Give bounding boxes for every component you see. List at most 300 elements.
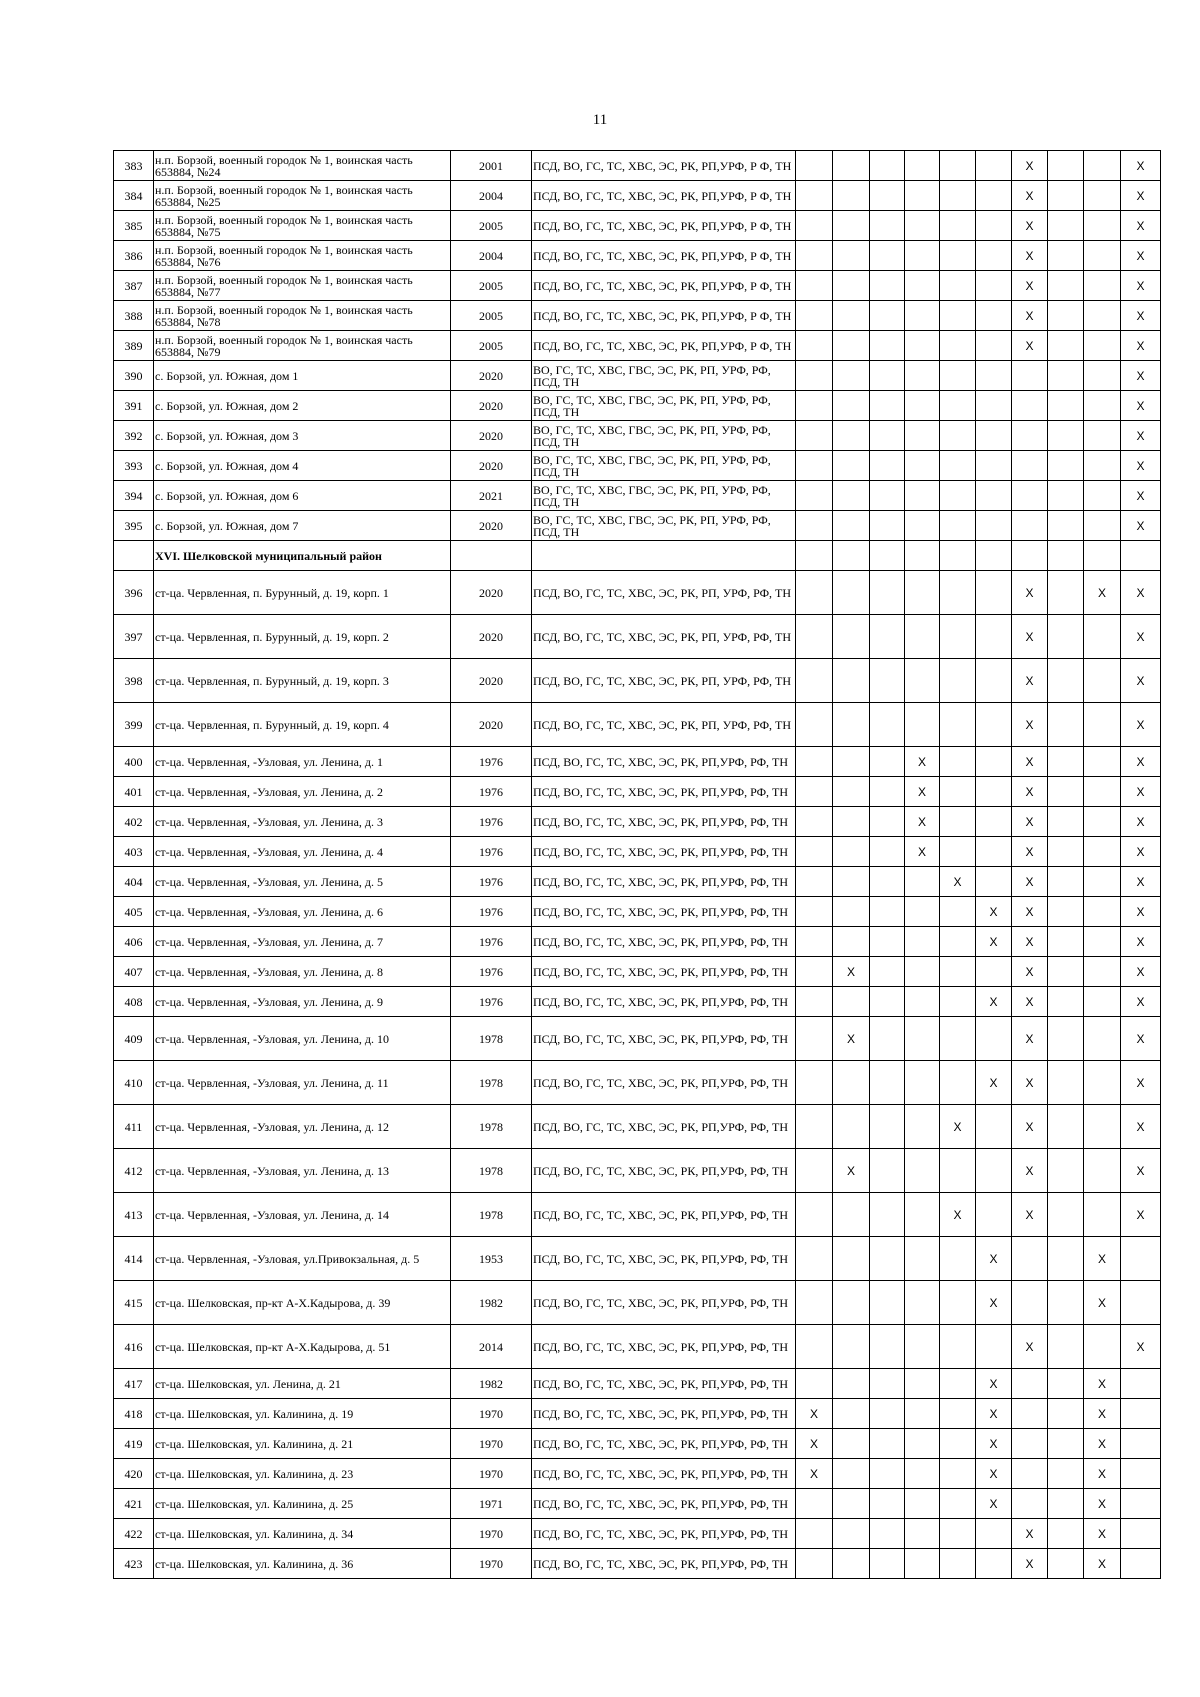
address-cell: ст-ца. Шелковская, ул. Калинина, д. 34 (154, 1519, 451, 1549)
year-cell: 2005 (451, 301, 532, 331)
year-cell: 2004 (451, 181, 532, 211)
mark-cell (940, 897, 976, 927)
table-row (114, 391, 1161, 421)
mark-cell: X (1121, 271, 1161, 301)
mark-cell: X (1121, 659, 1161, 703)
mark-cell (796, 1105, 833, 1149)
mark-cell (940, 957, 976, 987)
mark-cell (976, 241, 1012, 271)
address-cell: н.п. Борзой, военный городок № 1, воинская часть 653884, №25 (154, 181, 451, 211)
mark-cell: X (1012, 271, 1048, 301)
mark-cell: X (1012, 703, 1048, 747)
row-number: 398 (114, 659, 154, 703)
mark-cell (905, 1325, 940, 1369)
housing-register-table (113, 150, 1161, 1579)
mark-cell (976, 151, 1012, 181)
mark-cell: X (1012, 897, 1048, 927)
mark-cell (1084, 181, 1121, 211)
mark-cell: X (1121, 777, 1161, 807)
mark-cell (833, 1369, 870, 1399)
mark-cell (940, 747, 976, 777)
mark-cell (870, 541, 905, 571)
mark-cell: X (1121, 571, 1161, 615)
mark-cell (1048, 271, 1084, 301)
services-cell: ПСД, ВО, ГС, ТС, ХВС, ЭС, РК, РП,УРФ, Р Ф, ТН (532, 301, 796, 331)
mark-cell (976, 1193, 1012, 1237)
mark-cell (870, 481, 905, 511)
mark-cell: X (1012, 1325, 1048, 1369)
mark-cell (870, 867, 905, 897)
mark-cell (940, 181, 976, 211)
services-cell: ПСД, ВО, ГС, ТС, ХВС, ЭС, РК, РП, УРФ, РФ, ТН (532, 571, 796, 615)
address-cell: ст-ца. Червленная, -Узловая, ул. Ленина, д. 11 (154, 1061, 451, 1105)
mark-cell: X (1084, 1489, 1121, 1519)
mark-cell: X (976, 897, 1012, 927)
year-cell: 2020 (451, 659, 532, 703)
row-number: 404 (114, 867, 154, 897)
mark-cell (940, 1281, 976, 1325)
services-cell: ПСД, ВО, ГС, ТС, ХВС, ЭС, РК, РП,УРФ, РФ, ТН (532, 1369, 796, 1399)
mark-cell (833, 897, 870, 927)
table-row (114, 897, 1161, 927)
address-cell: н.п. Борзой, военный городок № 1, воинская часть 653884, №75 (154, 211, 451, 241)
mark-cell (905, 361, 940, 391)
table-row (114, 659, 1161, 703)
mark-cell (870, 211, 905, 241)
mark-cell (1048, 361, 1084, 391)
address-cell: ст-ца. Червленная, -Узловая, ул. Ленина, д. 12 (154, 1105, 451, 1149)
table-row (114, 1237, 1161, 1281)
address-cell: ст-ца. Червленная, п. Бурунный, д. 19, корп. 3 (154, 659, 451, 703)
address-cell: ст-ца. Шелковская, пр-кт А-Х.Кадырова, д. 39 (154, 1281, 451, 1325)
table-row (114, 1369, 1161, 1399)
services-cell: ПСД, ВО, ГС, ТС, ХВС, ЭС, РК, РП,УРФ, Р Ф, ТН (532, 271, 796, 301)
mark-cell (1012, 1369, 1048, 1399)
address-cell: ст-ца. Шелковская, ул. Калинина, д. 25 (154, 1489, 451, 1519)
mark-cell (833, 391, 870, 421)
mark-cell: X (976, 927, 1012, 957)
services-cell: ПСД, ВО, ГС, ТС, ХВС, ЭС, РК, РП,УРФ, РФ, ТН (532, 837, 796, 867)
mark-cell (796, 421, 833, 451)
table-row (114, 1429, 1161, 1459)
table-row (114, 451, 1161, 481)
mark-cell: X (1012, 1193, 1048, 1237)
mark-cell (1048, 301, 1084, 331)
mark-cell (940, 1459, 976, 1489)
mark-cell (940, 1519, 976, 1549)
mark-cell (870, 331, 905, 361)
mark-cell (870, 1399, 905, 1429)
mark-cell (833, 571, 870, 615)
mark-cell (870, 1061, 905, 1105)
mark-cell (976, 1325, 1012, 1369)
mark-cell (905, 211, 940, 241)
mark-cell (1012, 1281, 1048, 1325)
mark-cell (976, 703, 1012, 747)
mark-cell (796, 1149, 833, 1193)
mark-cell (1084, 511, 1121, 541)
mark-cell (905, 301, 940, 331)
mark-cell (1048, 659, 1084, 703)
mark-cell (833, 1399, 870, 1429)
services-cell: ПСД, ВО, ГС, ТС, ХВС, ЭС, РК, РП,УРФ, РФ, ТН (532, 1325, 796, 1369)
mark-cell (870, 1489, 905, 1519)
mark-cell (976, 301, 1012, 331)
mark-cell (1084, 807, 1121, 837)
mark-cell (976, 1149, 1012, 1193)
mark-cell (1084, 451, 1121, 481)
address-cell: ст-ца. Шелковская, ул. Калинина, д. 19 (154, 1399, 451, 1429)
mark-cell: X (1121, 867, 1161, 897)
mark-cell (1084, 837, 1121, 867)
section-header-row (114, 541, 1161, 571)
year-cell: 1976 (451, 987, 532, 1017)
row-number: 408 (114, 987, 154, 1017)
address-cell: ст-ца. Червленная, -Узловая, ул. Ленина, д. 2 (154, 777, 451, 807)
mark-cell (1048, 421, 1084, 451)
mark-cell: X (1084, 571, 1121, 615)
mark-cell (1012, 1489, 1048, 1519)
mark-cell (796, 211, 833, 241)
mark-cell (870, 451, 905, 481)
mark-cell: X (976, 1237, 1012, 1281)
mark-cell (796, 1325, 833, 1369)
mark-cell (940, 211, 976, 241)
mark-cell (833, 361, 870, 391)
mark-cell: X (1012, 241, 1048, 271)
mark-cell (870, 1149, 905, 1193)
year-cell: 2004 (451, 241, 532, 271)
mark-cell (1048, 181, 1084, 211)
mark-cell (833, 1549, 870, 1579)
mark-cell (1048, 1281, 1084, 1325)
table-row (114, 927, 1161, 957)
services-cell: ПСД, ВО, ГС, ТС, ХВС, ЭС, РК, РП, УРФ, РФ, ТН (532, 703, 796, 747)
mark-cell (1084, 867, 1121, 897)
year-cell: 1978 (451, 1017, 532, 1061)
year-cell: 1976 (451, 747, 532, 777)
mark-cell (940, 777, 976, 807)
mark-cell: X (1012, 1017, 1048, 1061)
mark-cell (976, 747, 1012, 777)
mark-cell (796, 361, 833, 391)
mark-cell (796, 331, 833, 361)
year-cell: 1976 (451, 807, 532, 837)
row-number: 400 (114, 747, 154, 777)
mark-cell (833, 987, 870, 1017)
mark-cell (1012, 361, 1048, 391)
mark-cell (870, 837, 905, 867)
row-number: 390 (114, 361, 154, 391)
table-row (114, 481, 1161, 511)
mark-cell (976, 1519, 1012, 1549)
services-cell: ВО, ГС, ТС, ХВС, ГВС, ЭС, РК, РП, УРФ, РФ, ПСД, ТН (532, 481, 796, 511)
services-cell: ПСД, ВО, ГС, ТС, ХВС, ЭС, РК, РП,УРФ, Р Ф, ТН (532, 211, 796, 241)
mark-cell: X (1121, 391, 1161, 421)
row-number: 412 (114, 1149, 154, 1193)
mark-cell (1121, 1237, 1161, 1281)
services-cell: ВО, ГС, ТС, ХВС, ГВС, ЭС, РК, РП, УРФ, РФ, ПСД, ТН (532, 451, 796, 481)
mark-cell (1012, 391, 1048, 421)
mark-cell (976, 777, 1012, 807)
mark-cell (1048, 897, 1084, 927)
mark-cell: X (976, 1369, 1012, 1399)
mark-cell (905, 391, 940, 421)
mark-cell (833, 211, 870, 241)
row-number: 385 (114, 211, 154, 241)
mark-cell (905, 1489, 940, 1519)
mark-cell (870, 777, 905, 807)
mark-cell (905, 1281, 940, 1325)
mark-cell: X (796, 1399, 833, 1429)
row-number: 420 (114, 1459, 154, 1489)
mark-cell (833, 1105, 870, 1149)
table-row (114, 511, 1161, 541)
mark-cell: X (1121, 957, 1161, 987)
mark-cell (976, 1549, 1012, 1579)
table-row (114, 1519, 1161, 1549)
mark-cell (1084, 987, 1121, 1017)
services-cell: ПСД, ВО, ГС, ТС, ХВС, ЭС, РК, РП,УРФ, РФ, ТН (532, 1193, 796, 1237)
mark-cell (833, 541, 870, 571)
mark-cell: X (976, 987, 1012, 1017)
mark-cell (870, 1325, 905, 1369)
mark-cell (833, 867, 870, 897)
mark-cell (833, 1429, 870, 1459)
row-number (114, 541, 154, 571)
mark-cell (905, 481, 940, 511)
mark-cell (1084, 391, 1121, 421)
mark-cell (796, 511, 833, 541)
mark-cell (870, 897, 905, 927)
services-cell: ПСД, ВО, ГС, ТС, ХВС, ЭС, РК, РП,УРФ, РФ, ТН (532, 1149, 796, 1193)
mark-cell (1084, 615, 1121, 659)
mark-cell (796, 777, 833, 807)
services-cell: ПСД, ВО, ГС, ТС, ХВС, ЭС, РК, РП,УРФ, РФ, ТН (532, 807, 796, 837)
address-cell: с. Борзой, ул. Южная, дом 4 (154, 451, 451, 481)
mark-cell (1084, 331, 1121, 361)
mark-cell: X (905, 837, 940, 867)
mark-cell (1048, 1549, 1084, 1579)
mark-cell (1012, 541, 1048, 571)
mark-cell (940, 659, 976, 703)
row-number: 383 (114, 151, 154, 181)
table-row (114, 211, 1161, 241)
mark-cell (940, 1399, 976, 1429)
services-cell: ПСД, ВО, ГС, ТС, ХВС, ЭС, РК, РП,УРФ, РФ, ТН (532, 867, 796, 897)
mark-cell (940, 703, 976, 747)
mark-cell (905, 659, 940, 703)
mark-cell (1048, 957, 1084, 987)
row-number: 401 (114, 777, 154, 807)
mark-cell: X (1084, 1399, 1121, 1429)
mark-cell: X (1012, 867, 1048, 897)
mark-cell (905, 151, 940, 181)
mark-cell: X (1121, 837, 1161, 867)
mark-cell (833, 807, 870, 837)
row-number: 387 (114, 271, 154, 301)
section-title: XVI. Шелковской муниципальный район (154, 541, 451, 571)
mark-cell (1048, 1489, 1084, 1519)
mark-cell: X (1121, 1061, 1161, 1105)
address-cell: с. Борзой, ул. Южная, дом 6 (154, 481, 451, 511)
table-row (114, 181, 1161, 211)
address-cell: ст-ца. Червленная, -Узловая, ул. Ленина, д. 7 (154, 927, 451, 957)
mark-cell (905, 1519, 940, 1549)
mark-cell (796, 541, 833, 571)
mark-cell (905, 867, 940, 897)
mark-cell: X (976, 1281, 1012, 1325)
row-number: 423 (114, 1549, 154, 1579)
address-cell: н.п. Борзой, военный городок № 1, воинская часть 653884, №79 (154, 331, 451, 361)
mark-cell (905, 541, 940, 571)
mark-cell (833, 703, 870, 747)
mark-cell: X (1121, 987, 1161, 1017)
services-cell: ПСД, ВО, ГС, ТС, ХВС, ЭС, РК, РП,УРФ, РФ, ТН (532, 1237, 796, 1281)
mark-cell: X (1084, 1519, 1121, 1549)
mark-cell (870, 703, 905, 747)
mark-cell: X (796, 1429, 833, 1459)
mark-cell (1048, 241, 1084, 271)
mark-cell (940, 451, 976, 481)
mark-cell (870, 615, 905, 659)
mark-cell: X (1121, 1017, 1161, 1061)
mark-cell (940, 615, 976, 659)
mark-cell: X (905, 747, 940, 777)
mark-cell: X (1012, 301, 1048, 331)
mark-cell (870, 571, 905, 615)
mark-cell (1048, 211, 1084, 241)
mark-cell (976, 541, 1012, 571)
mark-cell: X (905, 777, 940, 807)
mark-cell (905, 957, 940, 987)
mark-cell (1012, 511, 1048, 541)
mark-cell: X (1121, 511, 1161, 541)
table-row (114, 331, 1161, 361)
mark-cell: X (1084, 1237, 1121, 1281)
mark-cell (940, 361, 976, 391)
mark-cell (1084, 1061, 1121, 1105)
mark-cell (1121, 1549, 1161, 1579)
row-number: 391 (114, 391, 154, 421)
mark-cell: X (1012, 807, 1048, 837)
services-cell: ПСД, ВО, ГС, ТС, ХВС, ЭС, РК, РП,УРФ, Р Ф, ТН (532, 241, 796, 271)
mark-cell: X (940, 867, 976, 897)
row-number: 399 (114, 703, 154, 747)
year-cell (451, 541, 532, 571)
mark-cell (976, 571, 1012, 615)
mark-cell (940, 1017, 976, 1061)
row-number: 416 (114, 1325, 154, 1369)
mark-cell: X (833, 1017, 870, 1061)
row-number: 402 (114, 807, 154, 837)
mark-cell: X (1121, 481, 1161, 511)
mark-cell (1048, 1193, 1084, 1237)
mark-cell (976, 421, 1012, 451)
mark-cell: X (940, 1105, 976, 1149)
mark-cell: X (1012, 1549, 1048, 1579)
mark-cell (940, 1489, 976, 1519)
mark-cell: X (1012, 987, 1048, 1017)
mark-cell: X (1121, 1325, 1161, 1369)
mark-cell (1048, 1061, 1084, 1105)
mark-cell (940, 331, 976, 361)
table-row (114, 1399, 1161, 1429)
mark-cell (905, 615, 940, 659)
table-row (114, 571, 1161, 615)
mark-cell (870, 987, 905, 1017)
mark-cell (940, 1325, 976, 1369)
mark-cell (1048, 987, 1084, 1017)
year-cell: 2020 (451, 391, 532, 421)
mark-cell: X (1121, 181, 1161, 211)
mark-cell (833, 1325, 870, 1369)
services-cell: ПСД, ВО, ГС, ТС, ХВС, ЭС, РК, РП, УРФ, РФ, ТН (532, 659, 796, 703)
mark-cell: X (1012, 571, 1048, 615)
mark-cell (1012, 451, 1048, 481)
mark-cell (905, 571, 940, 615)
services-cell: ПСД, ВО, ГС, ТС, ХВС, ЭС, РК, РП,УРФ, РФ, ТН (532, 987, 796, 1017)
mark-cell: X (833, 957, 870, 987)
mark-cell: X (976, 1489, 1012, 1519)
mark-cell (1048, 1149, 1084, 1193)
mark-cell (905, 271, 940, 301)
table-row (114, 1281, 1161, 1325)
mark-cell (976, 451, 1012, 481)
mark-cell: X (796, 1459, 833, 1489)
mark-cell (976, 615, 1012, 659)
mark-cell (833, 1459, 870, 1489)
mark-cell (905, 511, 940, 541)
mark-cell (1084, 421, 1121, 451)
table-row (114, 777, 1161, 807)
table-row (114, 361, 1161, 391)
row-number: 407 (114, 957, 154, 987)
mark-cell (1084, 703, 1121, 747)
table-body (114, 151, 1161, 1579)
mark-cell: X (1121, 927, 1161, 957)
row-number: 411 (114, 1105, 154, 1149)
mark-cell: X (1084, 1549, 1121, 1579)
mark-cell (976, 211, 1012, 241)
mark-cell (1048, 807, 1084, 837)
mark-cell: X (976, 1061, 1012, 1105)
mark-cell (1121, 1429, 1161, 1459)
year-cell: 2020 (451, 571, 532, 615)
mark-cell (1084, 747, 1121, 777)
mark-cell (833, 1489, 870, 1519)
mark-cell: X (1012, 211, 1048, 241)
mark-cell (1084, 1193, 1121, 1237)
mark-cell (1121, 541, 1161, 571)
mark-cell (1084, 271, 1121, 301)
row-number: 392 (114, 421, 154, 451)
mark-cell (833, 331, 870, 361)
mark-cell (1048, 927, 1084, 957)
mark-cell (833, 1061, 870, 1105)
table-row (114, 615, 1161, 659)
mark-cell (905, 421, 940, 451)
services-cell: ПСД, ВО, ГС, ТС, ХВС, ЭС, РК, РП,УРФ, РФ, ТН (532, 1519, 796, 1549)
year-cell: 1970 (451, 1429, 532, 1459)
mark-cell (870, 927, 905, 957)
mark-cell (1048, 747, 1084, 777)
row-number: 415 (114, 1281, 154, 1325)
mark-cell (976, 511, 1012, 541)
services-cell: ПСД, ВО, ГС, ТС, ХВС, ЭС, РК, РП,УРФ, РФ, ТН (532, 927, 796, 957)
mark-cell (940, 571, 976, 615)
address-cell: н.п. Борзой, военный городок № 1, воинская часть 653884, №24 (154, 151, 451, 181)
